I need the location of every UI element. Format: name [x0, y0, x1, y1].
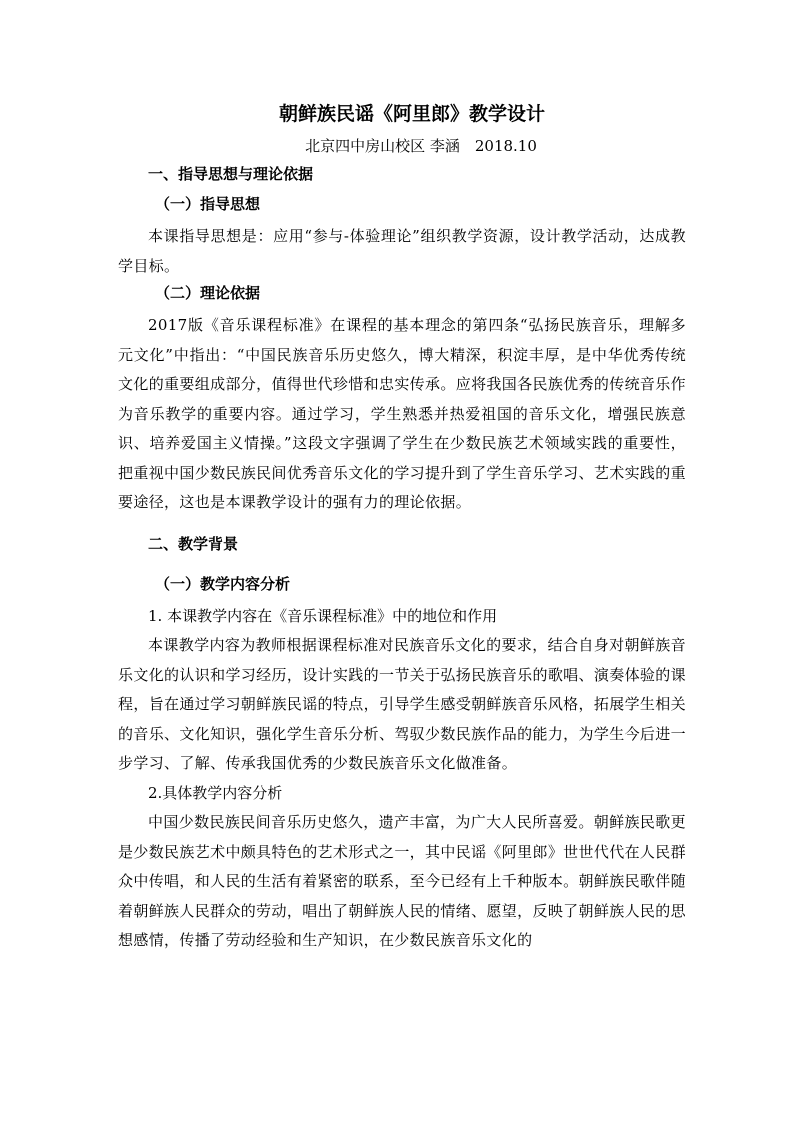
section-heading-teaching-background: 二、教学背景 [148, 534, 239, 553]
list-item-curriculum-role: 1. 本课教学内容在《音乐课程标准》中的地位和作用 [148, 606, 498, 625]
document-title: 朝鲜族民谣《阿里郎》教学设计 [278, 103, 545, 125]
paragraph-curriculum-role: 本课教学内容为教师根据课程标准对民族音乐文化的要求，结合自身对朝鲜族音乐文化的认识和学习经历，设计实践的一节关于弘扬民族音乐的歌唱、演奏体验的课程，旨在通过学习朝鲜族民谣的特点，引导学生感受朝鲜族音乐风格，拓展学生相关的音乐、文化知识，强化学生音乐分析、驾驭少数民族作品的能力，为学生今后进一步学习、了解、传承我国优秀的少数民族音乐文化做准备。 [118, 636, 686, 772]
paragraph-guiding-ideas: 本课指导思想是：应用“参与-体验理论”组织教学资源，设计教学活动，达成教学目标。 [118, 227, 686, 275]
subsection-heading-theoretical-basis: （二）理论依据 [155, 284, 261, 302]
section-heading-guiding-theory: 一、指导思想与理论依据 [148, 165, 314, 183]
author-byline: 北京四中房山校区 李涵 2018.10 [305, 137, 537, 155]
paragraph-theoretical-basis: 2017版《音乐课程标准》在课程的基本理念的第四条“弘扬民族音乐，理解多元文化”中指出：“中国民族音乐历史悠久，博大精深，积淀丰厚，是中华优秀传统文化的重要组成部分，值得世代珍惜和忠实传承。应将我国各民族优秀的传统音乐作为音乐教学的重要内容。通过学习，学生熟悉并热爱祖国的音乐文化，增强民族意识、培养爱国主义情操。”这段文字强调了学生在少数民族艺术领域实践的重要性，把重视中国少数民族民间优秀音乐文化的学习提升到了学生音乐学习、艺术实践的重要途径，这也是本课教学设计的强有力的理论依据。 [118, 316, 686, 511]
document-body [118, 100, 684, 956]
subsection-heading-guiding-ideas: （一）指导思想 [155, 195, 261, 213]
subsection-heading-content-analysis: （一）教学内容分析 [155, 574, 291, 593]
paragraph-content-analysis: 中国少数民族民间音乐历史悠久，遗产丰富，为广大人民所喜爱。朝鲜族民歌更是少数民族艺术中颇具特色的艺术形式之一，其中民谣《阿里郎》世世代代在人民群众中传唱，和人民的生活有着紧密的联系，至今已经有上千种版本。朝鲜族民歌伴随着朝鲜族人民群众的劳动，唱出了朝鲜族人民的情绪、愿望，反映了朝鲜族人民的思想感情，传播了劳动经验和生产知识，在少数民族音乐文化的 [118, 813, 686, 949]
list-item-content-analysis: 2.具体教学内容分析 [148, 783, 283, 802]
